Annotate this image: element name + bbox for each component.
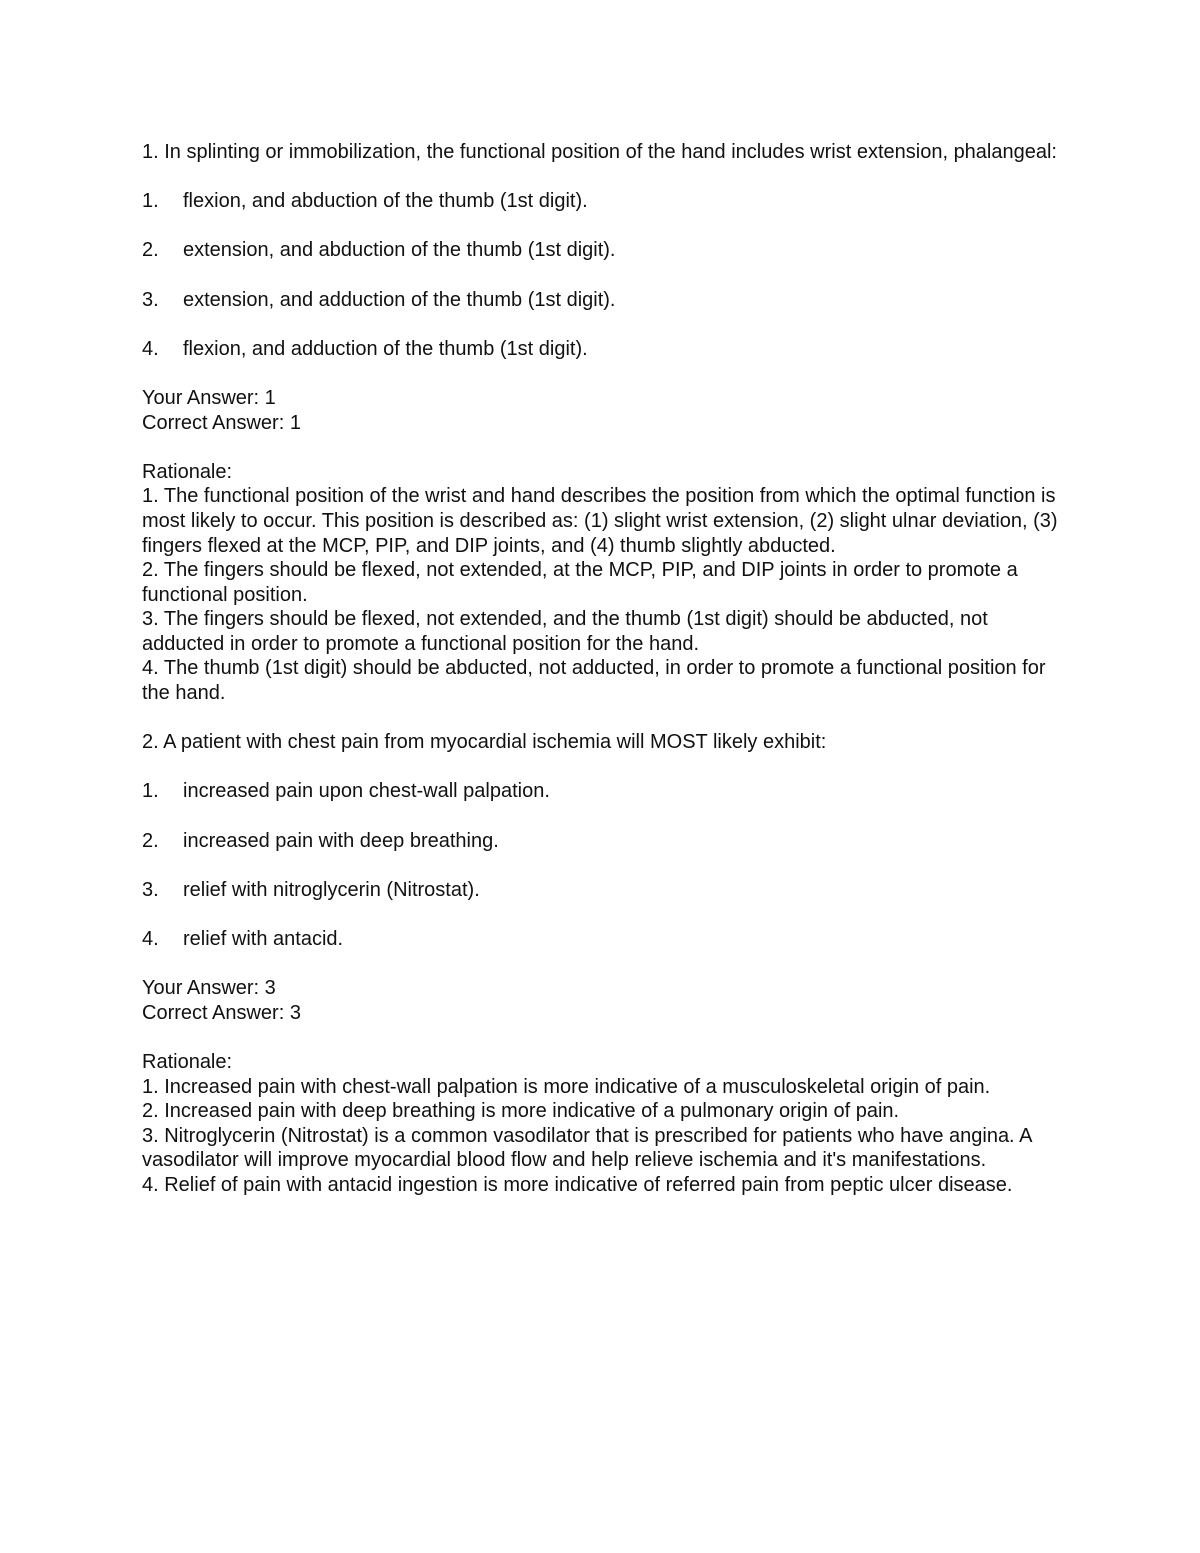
option-text: relief with antacid.: [183, 928, 344, 950]
option-number: 2.: [142, 239, 159, 262]
rationale-item: 1. Increased pain with chest-wall palpation is more indicative of a musculoskeletal origin of pain.: [142, 1075, 991, 1098]
rationale-item: 4. Relief of pain with antacid ingestion is more indicative of referred pain from peptic ulcer disease.: [142, 1173, 1013, 1196]
question-stem: 1. In splinting or immobilization, the functional position of the hand includes wrist extension, phalangeal:: [142, 141, 1057, 163]
option-number: 3.: [142, 878, 159, 901]
answer-options: [142, 189, 1072, 361]
answer-option-2: [142, 238, 1072, 263]
rationale-item: 1. The functional position of the wrist and hand describes the position from which the optimal function is most likely to occur. This position is described as: (1) slight wrist extension, (2) slight ulnar deviation, (3) fingers flexed at the MCP, PIP, and DIP joints, and (4) thumb slightly abducted.: [142, 485, 1058, 557]
option-number: 1.: [142, 780, 159, 803]
option-text: extension, and adduction of the thumb (1st digit).: [183, 288, 616, 311]
correct-answer: Correct Answer: 1: [142, 411, 301, 434]
document-page: [142, 140, 1072, 1198]
answer-option-4: [142, 927, 1072, 952]
rationale-item: 4. The thumb (1st digit) should be abducted, not adducted, in order to promote a functional position for the hand.: [142, 657, 1046, 705]
rationale-heading: Rationale:: [142, 1050, 233, 1073]
answer-option-3: [142, 878, 1072, 903]
option-number: 1.: [142, 190, 159, 213]
answer-summary: [142, 386, 1072, 435]
option-text: extension, and abduction of the thumb (1st digit).: [183, 239, 616, 262]
option-number: 2.: [142, 829, 159, 852]
rationale-block: [142, 460, 1072, 706]
rationale-item: 2. Increased pain with deep breathing is more indicative of a pulmonary origin of pain.: [142, 1100, 900, 1123]
your-answer: Your Answer: 1: [142, 386, 276, 409]
answer-option-1: [142, 189, 1072, 214]
option-number: 4.: [142, 928, 159, 950]
correct-answer: Correct Answer: 3: [142, 1001, 301, 1024]
your-answer: Your Answer: 3: [142, 977, 276, 1000]
rationale-item: 2. The fingers should be flexed, not extended, at the MCP, PIP, and DIP joints in order to promote a functional position.: [142, 559, 1018, 606]
option-text: increased pain upon chest-wall palpation.: [183, 780, 550, 803]
option-number: 3.: [142, 288, 159, 311]
option-text: relief with nitroglycerin (Nitrostat).: [183, 878, 480, 901]
answer-option-2: [142, 829, 1072, 854]
rationale-block: [142, 1050, 1072, 1198]
answer-option-1: [142, 779, 1072, 804]
option-text: increased pain with deep breathing.: [183, 829, 499, 852]
question-stem: 2. A patient with chest pain from myocardial ischemia will MOST likely exhibit:: [142, 731, 827, 754]
option-number: 4.: [142, 337, 159, 360]
question-2: [142, 730, 1072, 1197]
rationale-heading: Rationale:: [142, 460, 233, 483]
rationale-item: 3. The fingers should be flexed, not extended, and the thumb (1st digit) should be abducted, not adducted in order to promote a functional position for the hand.: [142, 608, 988, 655]
option-text: flexion, and abduction of the thumb (1st digit).: [183, 190, 588, 213]
answer-summary: [142, 976, 1072, 1025]
rationale-item: 3. Nitroglycerin (Nitrostat) is a common vasodilator that is prescribed for patients who have angina. A vasodilator will improve myocardial blood flow and help relieve ischemia and it's manifestations.: [142, 1124, 1032, 1172]
question-1: [142, 140, 1072, 706]
option-text: flexion, and adduction of the thumb (1st digit).: [183, 337, 588, 360]
answer-option-3: [142, 288, 1072, 313]
answer-option-4: [142, 337, 1072, 362]
answer-options: [142, 779, 1072, 951]
